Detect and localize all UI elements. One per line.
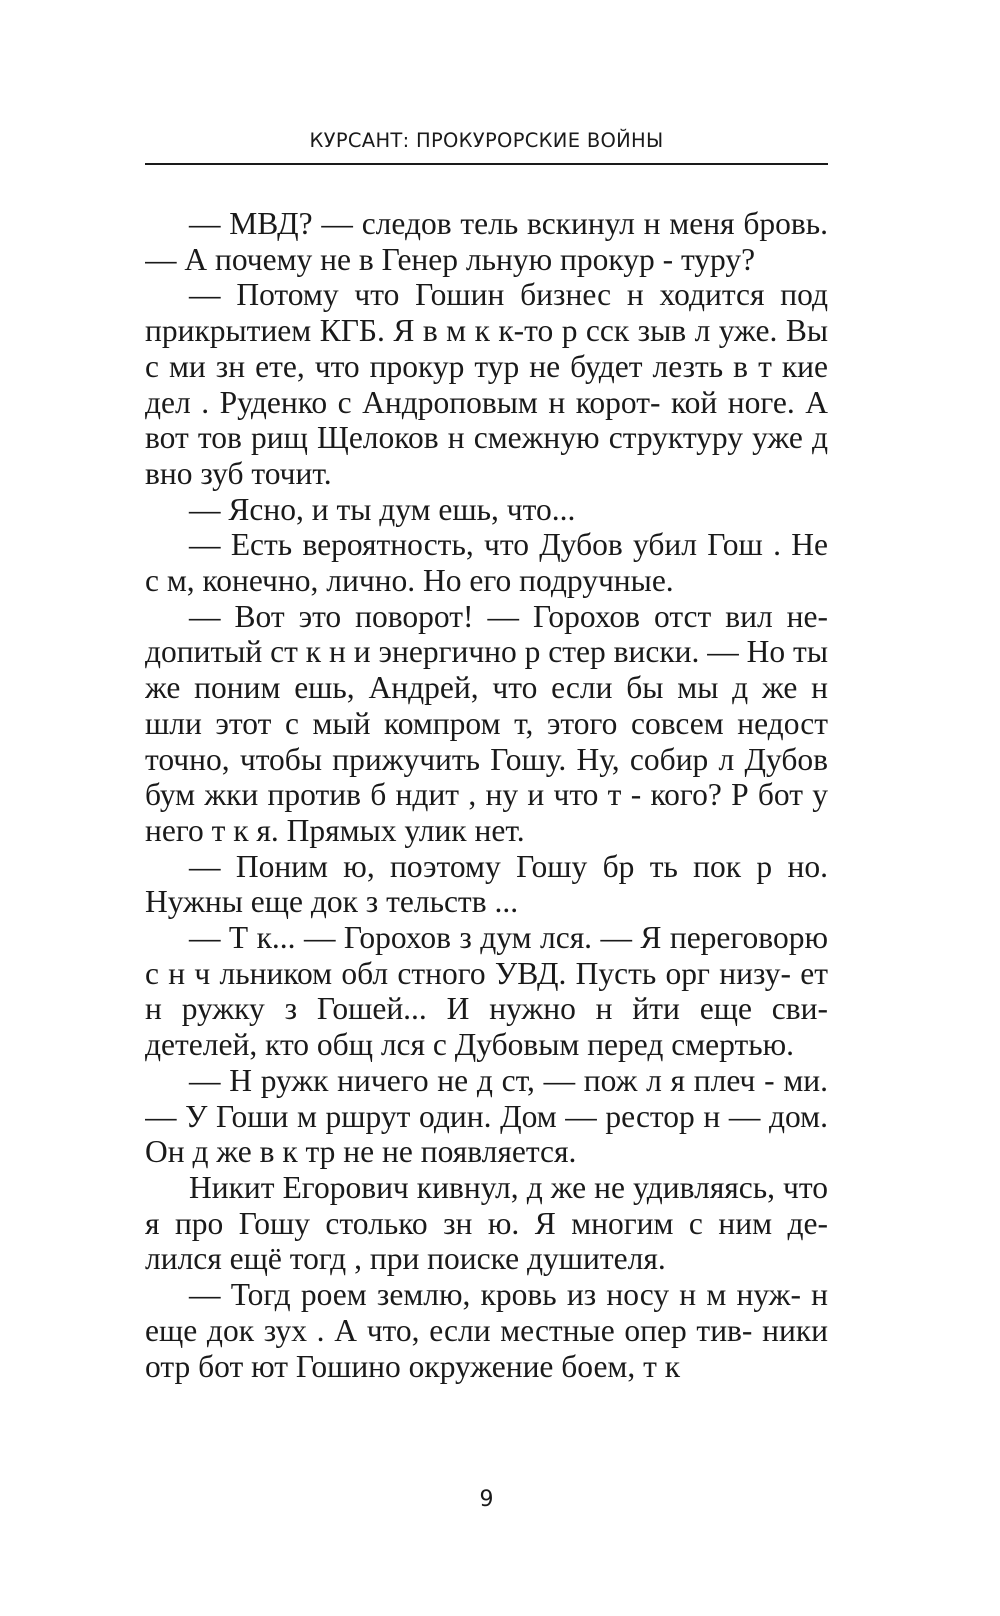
paragraph: Никит Егорович кивнул, д же не удивляясь, что я про Гошу столько зн ю. Я многим с ним де- лился ещё тогд , при поиске душителя. (145, 1169, 828, 1277)
paragraph: — Есть вероятность, что Дубов убил Гош . Не с м, конечно, лично. Но его подручные. (145, 527, 828, 599)
paragraph: — Н ружк ничего не д ст, — пож л я плеч - ми. — У Гоши м ршрут один. Дом — рестор н — дом. Он д же в к тр не не появляется. (145, 1062, 828, 1170)
paragraph: — Т к... — Горохов з дум лся. — Я переговорю с н ч льником обл стного УВД. Пусть орг низу- ет н ружку з Гошей... И нужно н йти еще сви- детелей, кто общ лся с Дубовым перед смертью. (145, 920, 828, 1063)
main-text (145, 206, 828, 1436)
header-divider (145, 163, 828, 165)
paragraph: — Вот это поворот! — Горохов отст вил не- допитый ст к н и энергично р стер виски. — Но ты же поним ешь, Андрей, что если бы мы д же н шли этот с мый компром т, этого совсем недост точно, чтобы прижучить Гошу. Ну, собир л Дубов бум жки против б ндит , ну и что т - кого? Р бот у него т к я. Прямых улик нет. (145, 598, 828, 848)
paragraph: — Ясно, и ты дум ешь, что... (189, 491, 576, 527)
paragraph: — Поним ю, поэтому Гошу бр ть пок р но. Нужны еще док з тельств ... (145, 848, 828, 920)
running-title: КУРСАНТ: ПРОКУРОРСКИЕ ВОЙНЫ (309, 129, 664, 152)
paragraph: — Потому что Гошин бизнес н ходится под прикрытием КГБ. Я в м к к-то р сск зыв л уже. Вы с ми зн ете, что прокур тур не будет лезть в т кие дел . Руденко с Андроповым н корот- кой ноге. А вот тов рищ Щелоков н смежную структуру уже д вно зуб точит. (145, 277, 828, 491)
paragraph: — Тогд роем землю, кровь из носу н м нуж- н еще док зух . А что, если местные опер тив- ники отр бот ют Гошино окружение боем, т к (145, 1277, 828, 1384)
paragraph: — МВД? — следов тель вскинул н меня бровь. — А почему не в Генер льную прокур - туру? (145, 206, 828, 277)
page-number: 9 (479, 1487, 494, 1512)
